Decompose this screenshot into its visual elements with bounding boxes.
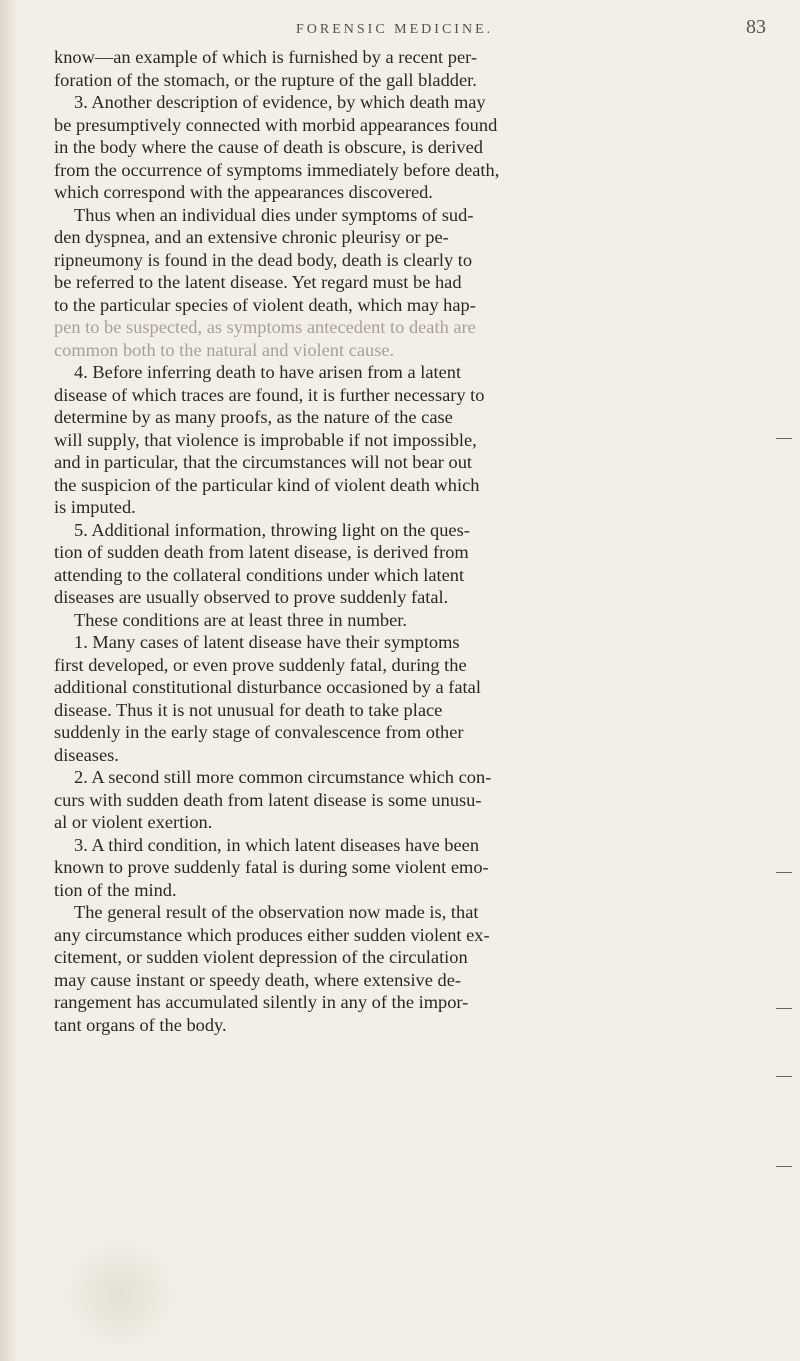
- text-line: 4. Before inferring death to have arisen from a latent: [74, 362, 462, 382]
- text-line: 1. Many cases of latent disease have their symptoms: [74, 632, 460, 652]
- margin-dash: [776, 438, 792, 439]
- text-line: diseases.: [54, 744, 119, 765]
- text-line: suddenly in the early stage of convalescence from other: [54, 722, 464, 742]
- text-line: ripneumony is found in the dead body, death is clearly to: [54, 249, 473, 270]
- text-line: den dyspnea, and an extensive chronic pleurisy or pe-: [54, 227, 449, 247]
- text-line: common both to the natural and violent cause.: [54, 339, 395, 360]
- body-text: [54, 46, 754, 1036]
- text-line: Thus when an individual dies under symptoms of sud-: [74, 204, 474, 225]
- text-line: foration of the stomach, or the rupture of the gall bladder.: [54, 69, 477, 90]
- text-line: be presumptively connected with morbid appearances found: [54, 114, 498, 135]
- text-line: in the body where the cause of death is obscure, is derived: [54, 137, 483, 157]
- text-line: determine by as many proofs, as the nature of the case: [54, 407, 453, 427]
- text-line: disease of which traces are found, it is further necessary to: [54, 384, 485, 405]
- text-line: 3. Another description of evidence, by which death may: [74, 92, 486, 112]
- text-line: tion of the mind.: [54, 879, 177, 900]
- page-number: 83: [746, 16, 766, 38]
- text-line: 2. A second still more common circumstance which con-: [74, 767, 492, 787]
- text-line: be referred to the latent disease. Yet regard must be had: [54, 272, 462, 292]
- text-line: and in particular, that the circumstances will not bear out: [54, 452, 473, 472]
- text-line: which correspond with the appearances discovered.: [54, 182, 433, 202]
- text-line: will supply, that violence is improbable if not impossible,: [54, 429, 477, 450]
- text-line: the suspicion of the particular kind of violent death which: [54, 474, 480, 495]
- margin-dash: [776, 1008, 792, 1009]
- text-line: 3. A third condition, in which latent diseases have been: [74, 834, 480, 855]
- text-line: pen to be suspected, as symptoms antecedent to death are: [54, 317, 476, 337]
- text-line: is imputed.: [54, 497, 136, 517]
- text-line: citement, or sudden violent depression of the circulation: [54, 947, 468, 967]
- margin-dash: [776, 1076, 792, 1077]
- paper-stain: [60, 1240, 180, 1350]
- text-line: rangement has accumulated silently in any of the impor-: [54, 992, 469, 1012]
- text-line: first developed, or even prove suddenly fatal, during the: [54, 654, 467, 675]
- text-line: known to prove suddenly fatal is during some violent emo-: [54, 857, 489, 877]
- text-line: attending to the collateral conditions under which latent: [54, 564, 465, 585]
- text-line: additional constitutional disturbance occasioned by a fatal: [54, 677, 481, 697]
- text-line: tant organs of the body.: [54, 1014, 227, 1035]
- margin-dash: [776, 1166, 792, 1167]
- text-line: These conditions are at least three in number.: [74, 609, 407, 630]
- margin-dash: [776, 872, 792, 873]
- text-line: know—an example of which is furnished by a recent per-: [54, 47, 477, 67]
- text-line: to the particular species of violent death, which may hap-: [54, 294, 476, 315]
- text-line: The general result of the observation now made is, that: [74, 902, 479, 922]
- text-line: tion of sudden death from latent disease, is derived from: [54, 542, 469, 562]
- page-header: [0, 8, 800, 48]
- text-line: from the occurrence of symptoms immediately before death,: [54, 159, 500, 180]
- text-line: may cause instant or speedy death, where extensive de-: [54, 969, 461, 990]
- text-line: any circumstance which produces either sudden violent ex-: [54, 924, 490, 945]
- running-title: FORENSIC MEDICINE.: [296, 22, 494, 37]
- text-line: 5. Additional information, throwing light on the ques-: [74, 519, 470, 540]
- text-line: diseases are usually observed to prove suddenly fatal.: [54, 587, 449, 607]
- text-line: al or violent exertion.: [54, 812, 213, 832]
- text-line: disease. Thus it is not unusual for death to take place: [54, 699, 443, 720]
- page-edge-shadow: [0, 0, 18, 1361]
- text-line: curs with sudden death from latent disease is some unusu-: [54, 789, 482, 810]
